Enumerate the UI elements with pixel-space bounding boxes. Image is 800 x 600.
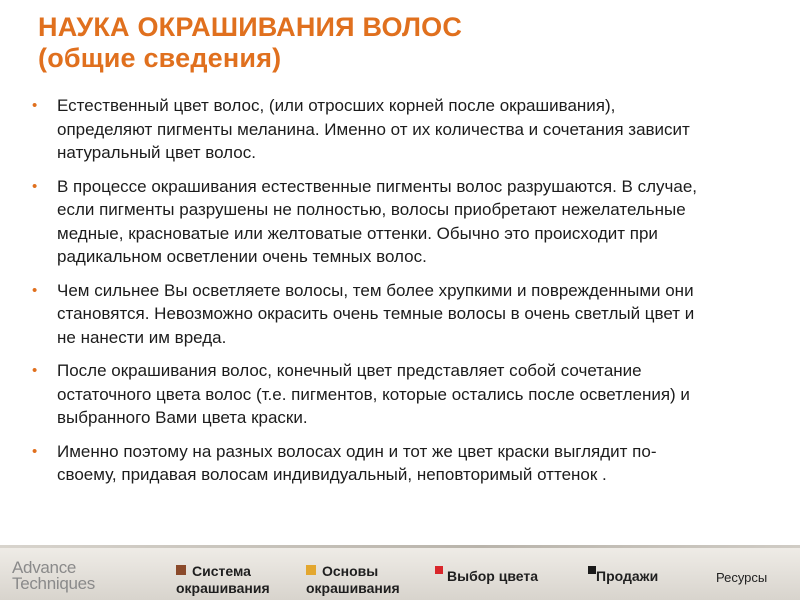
bullet-icon: • — [32, 177, 38, 195]
footer-bar — [0, 545, 800, 600]
list-item-text: Чем сильнее Вы осветляете волосы, тем более хрупкими и поврежденными они становятся. Невозможно окрасить очень темные волосы в очень светлый цвет и не нанести им вреда. — [57, 280, 695, 347]
footer-divider — [0, 545, 800, 548]
bullet-icon: • — [32, 97, 38, 114]
nav-sales[interactable] — [588, 566, 658, 585]
title-line-1: НАУКА ОКРАШИВАНИЯ ВОЛОС — [38, 12, 463, 42]
nav-sales-label: Продажи — [596, 568, 659, 584]
nav-basics-label-2: окрашивания — [306, 580, 400, 596]
title-line-2: (общие сведения) — [38, 43, 282, 73]
nav-basics[interactable] — [306, 563, 400, 597]
square-icon — [435, 566, 443, 574]
list-item-text: Именно поэтому на разных волосах один и тот же цвет краски выглядит по-своему, придавая волосам индивидуальный, неповторимый оттенок . — [57, 441, 657, 484]
page-title — [38, 12, 462, 74]
list-item-text: Естественный цвет волос, (или отросших корней после окрашивания), определяют пигменты меланина. Именно от их количества и сочетания зависит натуральный цвет волос. — [57, 96, 690, 162]
list-item-text: В процессе окрашивания естественные пигменты волос разрушаются. В случае, если пигменты разрушены не полностью, волосы приобретают нежелательные медные, красноватые или желтоватые оттенки. Обычно это происходит при радикальном осветлении очень темных волос. — [57, 176, 697, 266]
nav-color-choice-label: Выбор цвета — [447, 568, 538, 584]
nav-system-label-1: Система — [192, 563, 251, 579]
logo-line-2: Techniques — [12, 574, 96, 593]
bullet-icon: • — [32, 362, 38, 379]
logo — [12, 560, 95, 592]
bullet-list — [30, 94, 700, 487]
bullet-icon: • — [32, 442, 38, 460]
square-icon — [306, 565, 316, 575]
list-item-text: После окрашивания волос, конечный цвет представляет собой сочетание остаточного цвета волос (т.е. пигментов, которые остались после осветления) и выбранного Вами цвета краски. — [57, 361, 690, 427]
content-area — [30, 94, 700, 497]
square-icon — [588, 566, 596, 574]
list-item — [30, 440, 700, 487]
nav-system[interactable] — [176, 563, 270, 597]
bullet-icon: • — [32, 281, 38, 299]
list-item — [30, 359, 700, 430]
list-item — [30, 175, 700, 269]
logo-line-1: Advance — [12, 558, 77, 577]
nav-system-label-2: окрашивания — [176, 580, 270, 596]
list-item — [30, 279, 700, 350]
list-item — [30, 94, 700, 165]
nav-basics-label-1: Основы — [322, 563, 379, 579]
nav-resources[interactable]: Ресурсы — [716, 570, 768, 585]
square-icon — [176, 565, 186, 575]
nav-color-choice[interactable] — [435, 566, 538, 585]
